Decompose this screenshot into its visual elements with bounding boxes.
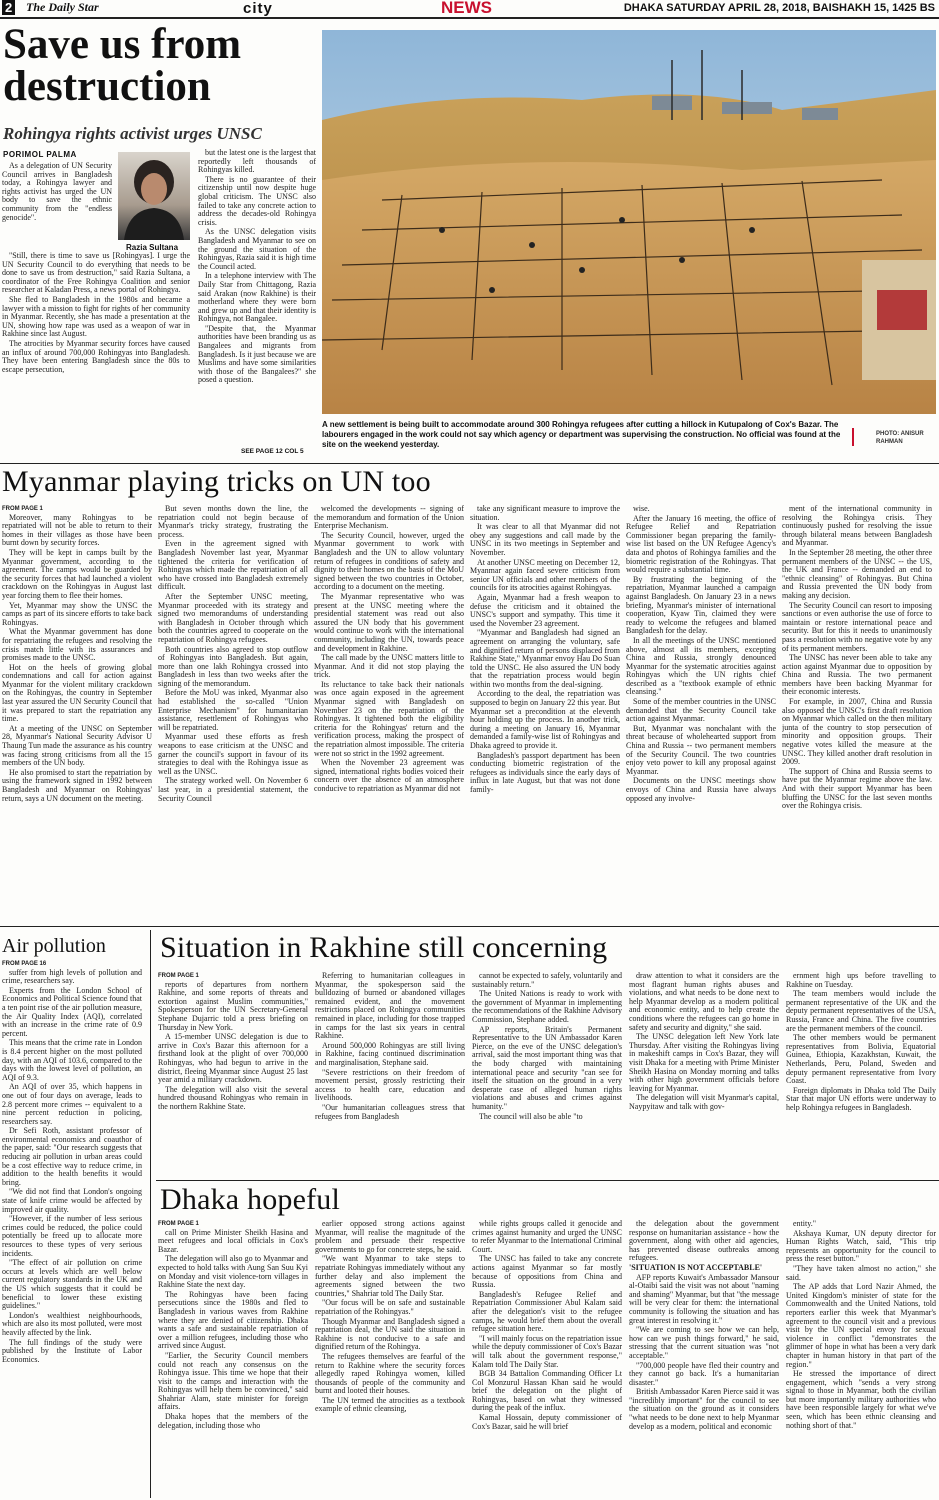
rakhine-paragraph: The team members would include the permanent representative of the UK and the deputy permanent representatives of the USA, Russia, France and China. The five countries are the permanent members of the council. <box>786 989 936 1033</box>
story2-paragraph: Yet, Myanmar may show the UNSC the camps as part of its sincere efforts to take back Rohingyas. <box>2 600 152 627</box>
rakhine-column <box>315 972 465 1174</box>
rakhine-paragraph: The council will also be able "to <box>479 1111 583 1121</box>
section-name: city <box>243 0 273 17</box>
story2-paragraph: What the Myanmar government has done for repatriating the refugees and resolving the crisis match little with its assurances and promises made to the UNSC. <box>2 627 152 663</box>
lead-paragraph: In a telephone interview with The Daily Star from Chittagong, Razia said Arakan (now Rakhine) is their motherland where they were born and grew up and that their identity is Rohingya, not Bangalee. <box>198 271 316 324</box>
story2-paragraph: They will be kept in camps built by the Myanmar government, according to the agreement. The camps would be guarded by the security forces that had launched a violent crackdown on the Rohingyas in August last year forcing them to flee their homes. <box>2 547 152 600</box>
story2-paragraph: After the January 16 meeting, the office of Refugee Relief and Repatriation Commissioner began preparing the family-wise list based on the UN Refugee Agency's data and photos of Rohingya families and the biometric registration of the Rohingyas. That would require a substantial time. <box>626 513 776 575</box>
air-paragraph: suffer from high levels of pollution and crime, researchers say. <box>2 967 142 986</box>
dhaka-paragraph: AFP reports Kuwait's Ambassador Mansour al-Otaibi said the visit was not about "naming and shaming" Myanmar, but that "the message will be very clear for them: the international community is following the situation and has great interest in resolving it." <box>629 1272 779 1325</box>
dhaka-column <box>786 1220 936 1498</box>
story2-paragraph: Hot on the heels of growing global condemnations and call for action against Myanmar for the violent military crackdown on the Rohingyas, the country in September last year assured the UN Security Council that it was prepared to start the repatriation any time. <box>2 662 152 724</box>
story2-paragraph: For example, in 2007, China and Russia also opposed the UNSC's first draft resolution on Myanmar which called on the then military junta of the country to stop persecution of minority and opposition groups. Their negative votes killed the measure at the UNSC. They killed another draft resolution in 2009. <box>782 697 932 767</box>
rakhine-paragraph: The United Nations is ready to work with the government of Myanmar in implementing the recommendations of the Rakhine Advisory Commission, Stephane added. <box>472 989 622 1024</box>
rakhine-paragraph: cannot be expected to safely, voluntarily and sustainably return." <box>472 972 622 989</box>
story2-paragraph: But, Myanmar was nonchalant with the threat because of wholehearted support from China and Russia -- two permanent members of the Security Council. The two countries enjoy veto power to kill any proposal against Myanmar. <box>626 723 776 776</box>
story2-column <box>470 505 620 920</box>
divider-rule <box>0 463 939 464</box>
dhaka-paragraph: The UNSC has failed to take any concrete actions against Myanmar so far mostly because of oppositions from China and Russia. <box>472 1254 622 1290</box>
rakhine-paragraph: Around 500,000 Rohingyas are still living in Rakhine, facing continued discrimination and marginalisation, Stephane said. <box>315 1040 465 1067</box>
story2-paragraph: Its reluctance to take back their nationals was once again exposed in the agreement Myanmar signed with Bangladesh on November 23 on the repatriation of the Rohingyas. It tightened both the eligibility criteria for the Rohingyas' return and the verification process, making the prospect of the repatriation almost impossible. The criteria were not so strict in the 1992 agreement. <box>314 679 464 758</box>
lead-col1-bottom <box>2 252 190 452</box>
lead-paragraph: As a delegation of UN Security Council arrives in Bangladesh today, a Rohingya lawyer and rights activist has urged the UN body to save the ethnic community from the "endless genocide". <box>2 162 112 222</box>
story2-paragraph: "Myanmar and Bangladesh had signed an agreement on arranging the voluntary, safe and dignified return of persons displaced from Rakhine State," Myanmar envoy Hau Do Suan told the UNSC. He also assured the UN body that the repatriation process would begin within two months from the deal-signing. <box>470 628 620 689</box>
from-page-label: FROM PAGE 1 <box>158 973 199 979</box>
dhaka-paragraph: Dhaka hopes that the members of the delegation, including those who <box>158 1412 308 1430</box>
story2-column <box>2 505 152 920</box>
rakhine-paragraph: The other members would be permanent representatives from Bolivia, Equatorial Guinea, Ethiopia, Kazakhstan, Kuwait, the Netherlands, Peru, Poland, Sweden and deputy permanent representative from Ivory Coast. <box>786 1033 936 1086</box>
story2-column <box>314 505 464 920</box>
dhaka-paragraph: BGB 34 Battalion Commanding Officer Lt Col Monzurul Hassan Khan said he would brief the delegation on the plight of Rohingyas, based on what they witnessed during the peak of the influx. <box>472 1369 622 1413</box>
air-body <box>2 960 142 1498</box>
dhaka-paragraph: "We are coming to see how we can help, how can we push things forward," he said, stressing that the current situation was "not acceptable." <box>629 1325 779 1360</box>
rakhine-column <box>472 972 622 1174</box>
rakhine-paragraph: reports of departures from northern Rakhine, and some reports of threats and extortion against Muslim communities," Spokesperson for the UN Secretary-General Stephane Dujarric told a press briefing on Thursday in New York. <box>158 979 308 1032</box>
dhaka-paragraph: "700,000 people have fled their country and they cannot go back. It's a humanitarian disaster." <box>629 1360 779 1387</box>
dhaka-column <box>158 1220 308 1498</box>
rakhine-headline: Situation in Rakhine still concerning <box>160 931 608 964</box>
dhaka-paragraph: The delegation will also go to Myanmar and expected to hold talks with Aung San Suu Kyi on Monday and visit violence-torn villages in Rakhine State the next day. <box>158 1254 308 1290</box>
rakhine-paragraph: AP reports, Britain's Permanent Representative to the UN Ambassador Karen Pierce, on the eve of the UNSC delegation's arrival, said the most important thing was that the body charged with maintaining international peace and security "can see for itself the situation on the ground in a very desperate case of alleged human rights violations and abuses and crimes against humanity." <box>472 1024 622 1111</box>
rakhine-column <box>786 972 936 1174</box>
dhaka-paragraph: "I will mainly focus on the repatriation issue while the deputy commissioner of Cox's Bazar will talk about the government response," Kalam told The Daily Star. <box>472 1333 622 1369</box>
dhaka-paragraph: "They have taken almost no action," she said. <box>786 1263 936 1282</box>
story2-paragraph: After the September UNSC meeting, Myanmar proceeded with its strategy and signed two memorandums of understanding with Bangladesh in October through which both the countries agreed to cooperate on the repatriation of Rohingya refugees. <box>158 591 308 644</box>
masthead: The Daily Star <box>26 0 99 14</box>
story2-headline: Myanmar playing tricks on UN too <box>2 465 431 498</box>
dhaka-paragraph: The AP adds that Lord Nazir Ahmed, the United Kingdom's minister of state for the Commonwealth and the United Nations, told reporters earlier this week that Myanmar's agreement to the council visit and a previous visit by the UN special envoy for sexual violence in conflict "demonstrates the glimmer of hope in what has been a very dark chapter in human history in that part of the region." <box>786 1282 936 1369</box>
dhaka-paragraph: Though Myanmar and Bangladesh signed a repatriation deal, the UN said the situation in Rakhine is not conducive to a safe and dignified return of the Rohingya. <box>315 1316 465 1352</box>
dhaka-column <box>472 1220 622 1498</box>
dhaka-paragraph: entity." <box>793 1220 816 1228</box>
category-label: NEWS <box>441 0 492 17</box>
story2-paragraph: The call made by the UNSC matters little to Myanmar. And it did not stop playing the trick. <box>314 653 464 680</box>
lead-paragraph: She fled to Bangladesh in the 1980s and became a lawyer with a mission to fight for rights of her community in Myanmar. Recently, she has made a presentation at the UN, showing how rape was used as a weapon of war in Rakhine since last August. <box>2 294 190 339</box>
from-page-label: FROM PAGE 16 <box>2 961 47 967</box>
air-headline: Air pollution <box>2 935 106 957</box>
lead-photo <box>322 30 936 414</box>
page-header <box>0 0 939 19</box>
from-page-label: FROM PAGE 1 <box>2 506 43 512</box>
story2-column <box>782 505 932 920</box>
lead-col2 <box>198 149 316 445</box>
lead-paragraph: As the UNSC delegation visits Bangladesh and Myanmar to see on the ground the situation of the Rohingyas, Razia said it is high time the Council acted. <box>198 227 316 271</box>
story2-column <box>626 505 776 920</box>
dhaka-paragraph: Bangladesh's Refugee Relief and Repatriation Commissioner Abul Kalam said after the delegation's visit to the refugee camps, he would brief them about the overall refugee situation here. <box>472 1289 622 1334</box>
story2-paragraph: ment of the international community in resolving the Rohingya crisis. They continuously pushed for resolving the issue through bilateral means between Bangladesh and Myanmar. <box>782 505 932 548</box>
from-page-label: FROM PAGE 1 <box>158 1221 199 1227</box>
portrait-photo <box>118 152 190 240</box>
settlement-photo <box>322 30 936 414</box>
story2-paragraph: Moreover, many Rohingyas to be repatriated will not be able to return to their homes in their villages as those have been burnt down by security forces. <box>2 512 152 548</box>
story2-paragraph: The Security Council can resort to imposing sanctions or even authorise the use of force to maintain or restore international peace and security. But for this it needs to unanimously pass a resolution with no negative vote by any of its permanent members. <box>782 600 932 653</box>
lead-paragraph: "Despite that, the Myanmar authorities have been branding us as Bangalees and migrants from Bangladesh. Is it just because we are Muslims and have some similarities with those of the Bangalees?" she posed a question. <box>198 323 316 385</box>
portrait-caption: Razia Sultana <box>126 243 179 252</box>
story2-paragraph: When the November 23 agreement was signed, international rights bodies voiced their concern over the absence of an atmosphere conducive to repatriation as Myanmar did not <box>314 758 464 793</box>
portrait-figure <box>118 152 190 240</box>
rakhine-paragraph: draw attention to what it considers are the most flagrant human rights abuses and violations, and what needs to be done next to help Myanmar develop as a modern political and economic entity, and to help create the conditions where the refugees can go home in safety and security and dignity," she said. <box>629 972 779 1032</box>
story2-paragraph: Myanmar used these efforts as fresh weapons to ease criticism at the UNSC and garner the council's support in favour of its strategies to deal with the Rohingya issue as well as the UNSC. <box>158 732 308 776</box>
dhaka-paragraph: The Rohingyas have been facing persecutions since the 1980s and fled to Bangladesh in various waves from Rakhine where they are denied of citizenship. Dhaka wants a safe and sustainable repatriation of over a million refugees, including those who arrived since August. <box>158 1289 308 1351</box>
story2-paragraph: Some of the member countries in the UNSC demanded that the Security Council take action against Myanmar. <box>626 697 776 724</box>
air-paragraph: An AQI of over 35, which happens in one out of four days on average, leads to 2.8 percent more crimes -- equivalent to a nine percent reduction in policing, researchers say. <box>2 1082 142 1126</box>
rakhine-paragraph: The UNSC delegation left New York late Thursday. After visiting the Rohingyas living in makeshift camps in Cox's Bazar, they will visit Dhaka for a meeting with Prime Minister Sheikh Hasina on Monday morning and talks with other high government officials before leaving for Myanmar. <box>629 1032 779 1093</box>
dhaka-paragraph: The UN termed the atrocities as a textbook example of ethnic cleansing, <box>315 1395 465 1414</box>
dhaka-paragraph: call on Prime Minister Sheikh Hasina and meet refugees and local officials in Cox's Bazar. <box>158 1227 308 1254</box>
story2-paragraph: Documents on the UNSC meetings show envoys of China and Russia have always opposed any involve- <box>626 776 776 803</box>
rakhine-paragraph: ernment high ups before travelling to Rakhine on Tuesday. <box>786 972 936 989</box>
story2-paragraph: The Myanmar representative who was present at the UNSC meeting where the presidential statement was read out also assured the UN body that his government would continue to work with the international community, including the UN, towards peace and development in Rakhine. <box>314 591 464 653</box>
dateline: DHAKA SATURDAY APRIL 28, 2018, BAISHAKH 15, 1425 BS <box>623 2 935 14</box>
lead-headline: Save us from destruction <box>3 21 242 110</box>
dhaka-paragraph: Kamal Hossain, deputy commissioner of Cox's Bazar, said he will brief <box>472 1413 622 1431</box>
air-paragraph: This means that the crime rate in London is 8.4 percent higher on the most polluted day, with an AQI of 103.6, compared to the days with the lowest level of pollution, an AQI of 9.3. <box>2 1038 142 1082</box>
rakhine-paragraph: Referring to humanitarian colleagues in Myanmar, the spokesperson said the bulldozing of burned or abandoned villages remained evident, and the movement restrictions placed on Rohingya communities remained in place, including for those trapped in camps for the last six years in central Rakhine. <box>315 972 465 1041</box>
credit-marker <box>852 428 854 446</box>
story2-paragraph: welcomed the developments -- signing of the memorandum and formation of the Union Enterprise Mechanism. <box>314 505 464 531</box>
dhaka-paragraph: Akshaya Kumar, UN deputy director for Human Rights Watch, said, "This trip represents an opportunity for the council to press the reset button." <box>786 1228 936 1264</box>
lead-paragraph: "Still, there is time to save us [Rohingyas]. I urge the UN Security Council to do everything that needs to be done to save us from destruction," said Razia Sultana, a coordinator of the Free Rohingya Coalition and senior researcher at Kaladan Press, a news portal of Rohingya. <box>2 252 190 295</box>
divider-rule <box>156 1180 939 1181</box>
dhaka-paragraph: 'SITUATION IS NOT ACCEPTABLE' <box>629 1262 763 1272</box>
story2-paragraph: wise. <box>633 505 650 513</box>
air-paragraph: The full findings of the study were published by the Institute of Labor Economics. <box>2 1337 142 1364</box>
story2-paragraph: Before the MoU was inked, Myanmar also had established the so-called "Union Enterprise Mechanism" for humanitarian assistance, resettlement of Rohingyas who will be repatriated. <box>158 688 308 732</box>
story2-paragraph: He also promised to start the repatriation by using the framework signed in 1992 between Bangladesh and Myanmar on Rohingyas' return, says a UN document on the meeting. <box>2 767 152 803</box>
story2-paragraph: Again, Myanmar had a fresh weapon to defuse the criticism and it obtained the UNSC's support and sympathy. This time it used the November 23 agreement. <box>470 592 620 628</box>
story2-paragraph: Even in the agreement signed with Bangladesh November last year, Myanmar tightened the criteria for verification of Rohingyas which made the repatriation of all who have crossed into Bangladesh extremely difficult. <box>158 539 308 592</box>
photo-credit: PHOTO: ANISUR RAHMAN <box>876 431 924 445</box>
air-paragraph: "The effect of air pollution on crime occurs at levels which are well below current regulatory standards in the UK and the US which suggests that it could be beneficial to lower these existing guidelines." <box>2 1258 142 1311</box>
dhaka-paragraph: "Earlier, the Security Council members could not reach any consensus on the Rohingya issue. This time we hope that their visit to the camps and interaction with the Rohingyas will help them be convinced," said Shahriar Alam, state minister for foreign affairs. <box>158 1350 308 1412</box>
dhaka-paragraph: He stressed the importance of direct engagement, which "sends a very strong signal to those in Myanmar, both the civilian but more importantly military authorities who have been responsible largely for what we've seen, which has been ethnic cleansing and nothing short of that." <box>786 1369 936 1430</box>
dhaka-paragraph: The refugees themselves are fearful of the return to Rakhine where the security forces allegedly raped Rohingya women, killed thousands of people of the community and burnt and looted their houses. <box>315 1351 465 1396</box>
dhaka-paragraph: earlier opposed strong actions against Myanmar, will realise the magnitude of the problem and persuade their respective governments to go for concrete steps, he said. <box>315 1220 465 1254</box>
air-paragraph: Experts from the London School of Economics and Political Science found that a ten point rise of the air pollution measure, the Air Quality Index (AQI), correlated with an increase in the crime rate of 0.9 percent. <box>2 985 142 1038</box>
rakhine-paragraph: A 15-member UNSC delegation is due to arrive in Cox's Bazar this afternoon for a firsthand look at the plight of over 700,000 Rohingyas, who had begun to arrive in the district, fleeing Myanmar since August 25 last year amid a military crackdown. <box>158 1032 308 1085</box>
story2-paragraph: In all the meetings of the UNSC mentioned above, almost all its members, excepting China and Russia, strongly denounced Myanmar for the systematic atrocities against Rohingyas which the UN rights chief described as a "textbook example of ethnic cleansing." <box>626 635 776 697</box>
air-paragraph: Dr Sefi Roth, assistant professor of environmental economics and coauthor of the paper, said: "Our research suggests that reducing air pollution in urban areas could be a cost effective way to reduce crime, in addition to the health benefits it would bring. <box>2 1126 142 1187</box>
story2-paragraph: At another UNSC meeting on December 12, Myanmar again faced severe criticism from senior UN officials and other members of the councils for its atrocities against Rohingyas. <box>470 557 620 593</box>
rakhine-column <box>158 972 308 1174</box>
rakhine-paragraph: The delegation will visit Myanmar's capital, Naypyitaw and talk with gov- <box>629 1093 779 1111</box>
lead-paragraph: The atrocities by Myanmar security forces have caused an influx of around 700,000 Rohingyas into Bangladesh. They have been entering Bangladesh since the 80s to escape persecution, <box>2 338 190 374</box>
dhaka-column <box>315 1220 465 1498</box>
dhaka-paragraph: "Our focus will be on safe and sustainable repatriation of the Rohingyas." <box>315 1298 465 1316</box>
story2-column <box>158 505 308 920</box>
dhaka-paragraph: "We want Myanmar to take steps to repatriate Rohingyas immediately without any further delay and also implement the agreements signed between the two countries," Shahriar told The Daily Star. <box>315 1254 465 1298</box>
dhaka-column <box>629 1220 779 1498</box>
story2-paragraph: The Security Council, however, urged the Myanmar government to work with Bangladesh and the UN to allow voluntary return of refugees in conditions of safety and dignity to their homes on the basis of the MoU signed between the two countries in October, according to a document on the meeting. <box>314 530 464 592</box>
rakhine-paragraph: Foreign diplomats in Dhaka told The Daily Star that major UN efforts were underway to help Rohingya refugees in Bangladesh. <box>786 1085 936 1112</box>
story2-paragraph: At a meeting of the UNSC on September 28, Myanmar's National Security Advisor U Thaung Tun made the assurance as his country was facing strong criticisms from all the 15 members of the UN body. <box>2 723 152 768</box>
air-paragraph: "We did not find that London's ongoing state of knife crime would be affected by improved air quality. <box>2 1187 142 1214</box>
story2-paragraph: take any significant measure to improve the situation. <box>470 505 620 522</box>
story2-paragraph: In the September 28 meeting, the other three permanent members of the UNSC -- the US, the UK and France -- demanded an end to "ethnic cleansing" of Rohingyas. But China and Russia prevented the UN body from making any decision. <box>782 547 932 600</box>
story2-paragraph: But seven months down the line, the repatriation could not begin because of Myanmar's tricky strategy, frustrating the process. <box>158 505 308 539</box>
lead-paragraph: There is no guarantee of their citizenship until now despite huge global criticism. The UNSC also failed to take any concrete action to address the decades-old Rohingya crisis. <box>198 174 316 227</box>
story2-paragraph: Both countries also agreed to stop outflow of Rohingyas into Bangladesh. But again, more than one lakh Rohingya crossed into Bangladesh in less than two weeks after the signing of the memorandum. <box>158 644 308 688</box>
dhaka-paragraph: the delegation about the government response on humanitarian assistance - how the government, along with other aid agencies, has prevented disease outbreaks among refugees. <box>629 1220 779 1263</box>
lead-kicker: Rohingya rights activist urges UNSC <box>3 124 262 143</box>
rakhine-paragraph: The delegation will also visit the several hundred thousand Rohingyas who remain in the northern Rakhine State. <box>158 1084 308 1111</box>
see-page-jump: SEE PAGE 12 COL 5 <box>241 448 304 455</box>
air-paragraph: London's wealthiest neighbourhoods, which are also its most polluted, were most heavily affected by the link. <box>2 1310 142 1337</box>
story2-paragraph: The strategy worked well. On November 6 last year, in a presidential statement, the Security Council <box>158 776 308 803</box>
rakhine-paragraph: "Severe restrictions on their freedom of movement persist, grossly restricting their access to health care, education and livelihoods. <box>315 1067 465 1103</box>
lead-paragraph: but the latest one is the largest that reportedly left thousands of Rohingyas killed. <box>198 149 316 175</box>
divider-rule <box>0 926 939 927</box>
story2-paragraph: Bangladesh's passport department has been conducting biometric registration of the refugees as individuals since the early days of influx in late August, but that was not done family- <box>470 750 620 794</box>
rakhine-paragraph: "Our humanitarian colleagues stress that refugees from Bangladesh <box>315 1102 465 1121</box>
story2-paragraph: The support of China and Russia seems to have put the Myanmar regime above the law. And with their support Myanmar has been bluffing the UNSC for the last seven months over the Rohingya crisis. <box>782 766 932 811</box>
column-rule <box>150 930 151 1498</box>
story2-paragraph: The UNSC has never been able to take any action against Myanmar due to opposition by China and Russia. The two permanent members have been backing Myanmar for their economic interests. <box>782 653 932 697</box>
rakhine-column <box>629 972 779 1174</box>
story2-paragraph: By frustrating the beginning of the repatriation, Myanmar launched a campaign against Bangladesh. On January 23 in a news briefing, Myanmar's minister of international cooperation, Kyaw Tin, claimed they were ready to welcome the refugees and blamed Bangladesh for the delay. <box>626 574 776 636</box>
photo-caption: A new settlement is being built to accommodate around 300 Rohingya refugees after cutting a hillock in Kutupalong of Cox's Bazar. The labourers engaged in the work could not say which agency or department was supervising the construction. No official was found at the site on the weekend yesterday. <box>322 420 841 449</box>
dhaka-paragraph: while rights groups called it genocide and crimes against humanity and urged the UNSC to refer Myanmar to the International Criminal Court. <box>472 1220 622 1254</box>
air-paragraph: "However, if the number of less serious crimes could be reduced, the police could potentially be freed up to allocate more resources to these types of very serious incidents. <box>2 1214 142 1258</box>
dhaka-headline: Dhaka hopeful <box>160 1183 341 1216</box>
story2-paragraph: According to the deal, the repatriation was supposed to begin on January 22 this year. But Myanmar set a precondition at the eleventh hour holding up the process. In another trick, during a meeting on January 16, Myanmar demanded a family-wise list of Rohingyas and Dhaka agreed to provide it. <box>470 689 620 751</box>
story2-paragraph: It was clear to all that Myanmar did not obey any suggestions and call made by the UNSC in its two meetings in September and November. <box>470 522 620 557</box>
dhaka-paragraph: British Ambassador Karen Pierce said it was "incredibly important" for the council to see the situation on the ground as it considers "what needs to be done next to help Myanmar develop as a modern, political and economic <box>629 1387 779 1431</box>
page-number: 2 <box>2 0 15 15</box>
lead-byline: PORIMOL PALMA <box>3 150 77 159</box>
